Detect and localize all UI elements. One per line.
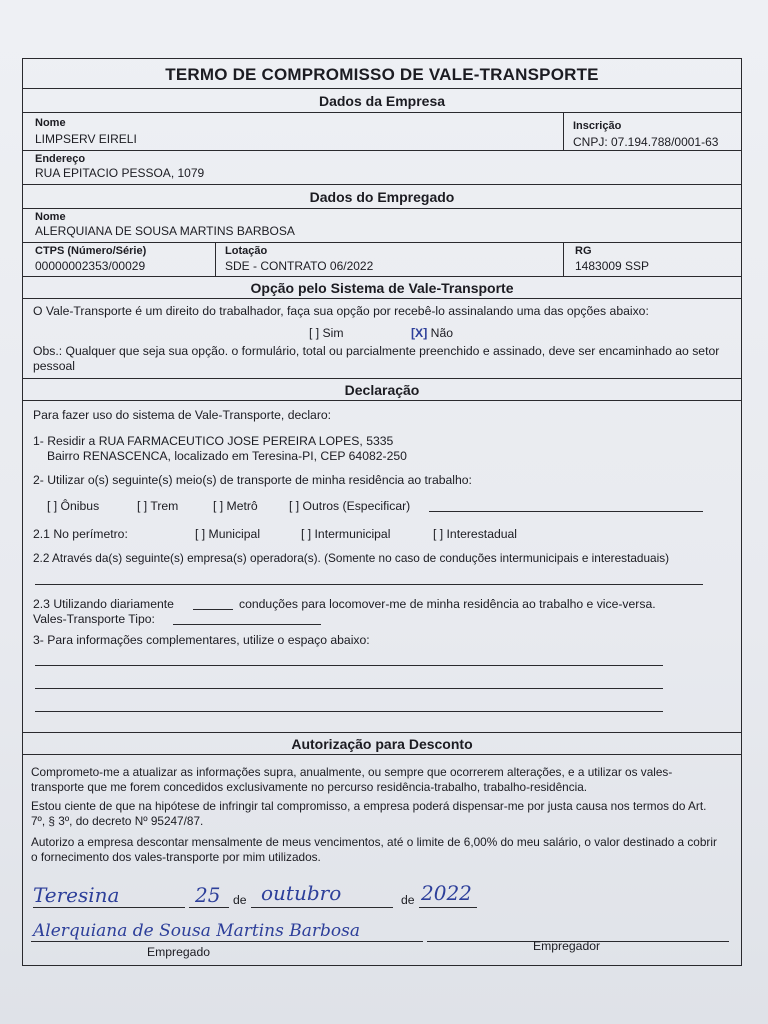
item23-suffix: conduções para locomover-me de minha residência ao trabalho e vice-versa.: [239, 597, 656, 611]
empregado-section-title: Dados do Empregado: [309, 189, 455, 205]
city-line: [33, 907, 185, 908]
opcao-section-title: Opção pelo Sistema de Vale-Transporte: [250, 280, 514, 296]
autorizacao-section-header: [23, 733, 741, 755]
rg-value: 1483009 SSP: [575, 259, 650, 273]
empresa-nome-label: Nome: [35, 117, 66, 129]
option-nao-label: Não: [430, 326, 453, 340]
handwritten-day: 25: [195, 883, 221, 907]
declaracao-section-header: [23, 379, 741, 401]
option-interestadual[interactable]: [ ] Interestadual: [433, 527, 518, 541]
form-title: TERMO DE COMPROMISSO DE VALE-TRANSPORTE: [165, 65, 599, 84]
empregado-docs-row: [23, 243, 741, 277]
empregado-nome-value: ALERQUIANA DE SOUSA MARTINS BARBOSA: [35, 224, 295, 238]
day-line: [189, 907, 229, 908]
opcao-text: O Vale-Transporte é um direito do trabalhador, faça sua opção por recebê-lo assinalando uma das opções abaixo:: [33, 304, 649, 318]
vt-tipo-label: Vales-Transporte Tipo:: [33, 612, 155, 626]
option-municipal[interactable]: [ ] Municipal: [195, 527, 261, 541]
autorizacao-p3: Autorizo a empresa descontar mensalmente de meus vencimentos, até o limite de 6,00% do meu salário, o valor destinado a cobrir o fornecimento dos vales-transporte por mim utilizados.: [31, 835, 717, 864]
divider: [563, 243, 564, 277]
declaracao-body: [23, 401, 741, 733]
declaracao-section-title: Declaração: [344, 382, 420, 398]
month-line: [251, 907, 393, 908]
handwritten-city: Teresina: [33, 883, 120, 907]
info-line-3[interactable]: [35, 711, 663, 712]
employer-label: Empregador: [533, 939, 601, 953]
option-outros[interactable]: [ ] Outros (Especificar): [289, 499, 411, 513]
item2-text: 2- Utilizar o(s) seguinte(s) meio(s) de transporte de minha residência ao trabalho:: [33, 473, 472, 487]
year-line: [419, 907, 477, 908]
vt-tipo-field[interactable]: [173, 624, 321, 625]
de-label-1: de: [233, 893, 247, 907]
rg-label: RG: [575, 245, 592, 257]
vale-transporte-form: [22, 58, 742, 966]
empregado-section-header: [23, 185, 741, 209]
empresa-section-header: [23, 89, 741, 113]
empresa-endereco-row: [23, 151, 741, 185]
de-label-2: de: [401, 893, 415, 907]
item23-prefix: 2.3 Utilizando diariamente: [33, 597, 174, 611]
inscricao-value: CNPJ: 07.194.788/0001-63: [573, 135, 719, 149]
opcao-obs: Obs.: Qualquer que seja sua opção. o formulário, total ou parcialmente preenchido e assinado, deve ser encaminhado ao setor pessoal: [33, 344, 720, 373]
item3-text: 3- Para informações complementares, utilize o espaço abaixo:: [33, 633, 370, 647]
handwritten-month: outubro: [261, 881, 342, 905]
divider: [563, 113, 564, 151]
endereco-label: Endereço: [35, 153, 86, 165]
declaracao-intro: Para fazer uso do sistema de Vale-Transporte, declaro:: [33, 408, 332, 422]
lotacao-value: SDE - CONTRATO 06/2022: [225, 259, 374, 273]
autorizacao-p2: Estou ciente de que na hipótese de infringir tal compromisso, a empresa poderá dispensar-me por justa causa nos termos do Art. 7º, § 3º, do decreto Nº 95247/87.: [31, 799, 707, 828]
item21-label: 2.1 No perímetro:: [33, 527, 128, 541]
divider: [215, 243, 216, 277]
autorizacao-p1: Comprometo-me a atualizar as informações supra, anualmente, ou sempre que ocorrerem alterações, e a utilizar os vales-transporte que me forem concedidos exclusivamente no percurso residência-trabalho, trabalho-residência.: [31, 765, 673, 794]
autorizacao-section-title: Autorização para Desconto: [291, 736, 473, 752]
option-trem[interactable]: [ ] Trem: [137, 499, 179, 513]
empresa-section-title: Dados da Empresa: [318, 93, 446, 109]
opcao-section-header: [23, 277, 741, 299]
empresa-nome-value: LIMPSERV EIRELI: [35, 132, 137, 146]
info-line-2[interactable]: [35, 688, 663, 689]
opcao-body: [23, 299, 741, 379]
option-sim[interactable]: [ ] Sim: [309, 326, 344, 340]
conducoes-field[interactable]: [193, 609, 233, 610]
employee-label: Empregado: [147, 945, 211, 959]
autorizacao-body: [23, 755, 741, 965]
info-line-1[interactable]: [35, 665, 663, 666]
option-nao[interactable]: [411, 326, 453, 340]
ctps-value: 00000002353/00029: [35, 259, 146, 273]
lotacao-label: Lotação: [225, 245, 268, 257]
option-metro[interactable]: [ ] Metrô: [213, 499, 258, 513]
title-row: [23, 59, 741, 89]
employee-signature: Alerquiana de Sousa Martins Barbosa: [33, 921, 360, 941]
employee-signature-line: [31, 941, 423, 942]
endereco-value: RUA EPITACIO PESSOA, 1079: [35, 166, 205, 180]
inscricao-label: Inscrição: [573, 120, 622, 132]
empregado-nome-label: Nome: [35, 211, 66, 223]
item1-bairro: Bairro RENASCENCA, localizado em Teresina-PI, CEP 64082-250: [47, 449, 407, 463]
item1-address: 1- Residir a RUA FARMACEUTICO JOSE PEREIRA LOPES, 5335: [33, 434, 394, 448]
option-intermunicipal[interactable]: [ ] Intermunicipal: [301, 527, 391, 541]
handwritten-year: 2022: [421, 881, 472, 905]
option-onibus[interactable]: [ ] Ônibus: [47, 499, 100, 513]
outros-field[interactable]: [429, 511, 703, 512]
empresa-nome-row: [23, 113, 741, 151]
item22-text: 2.2 Através da(s) seguinte(s) empresa(s) operadora(s). (Somente no caso de conduções intermunicipais e interestaduais): [33, 551, 670, 565]
ctps-label: CTPS (Número/Série): [35, 245, 147, 257]
checked-box-icon: [X]: [411, 326, 428, 340]
empregado-nome-row: [23, 209, 741, 243]
operadora-field[interactable]: [35, 584, 703, 585]
